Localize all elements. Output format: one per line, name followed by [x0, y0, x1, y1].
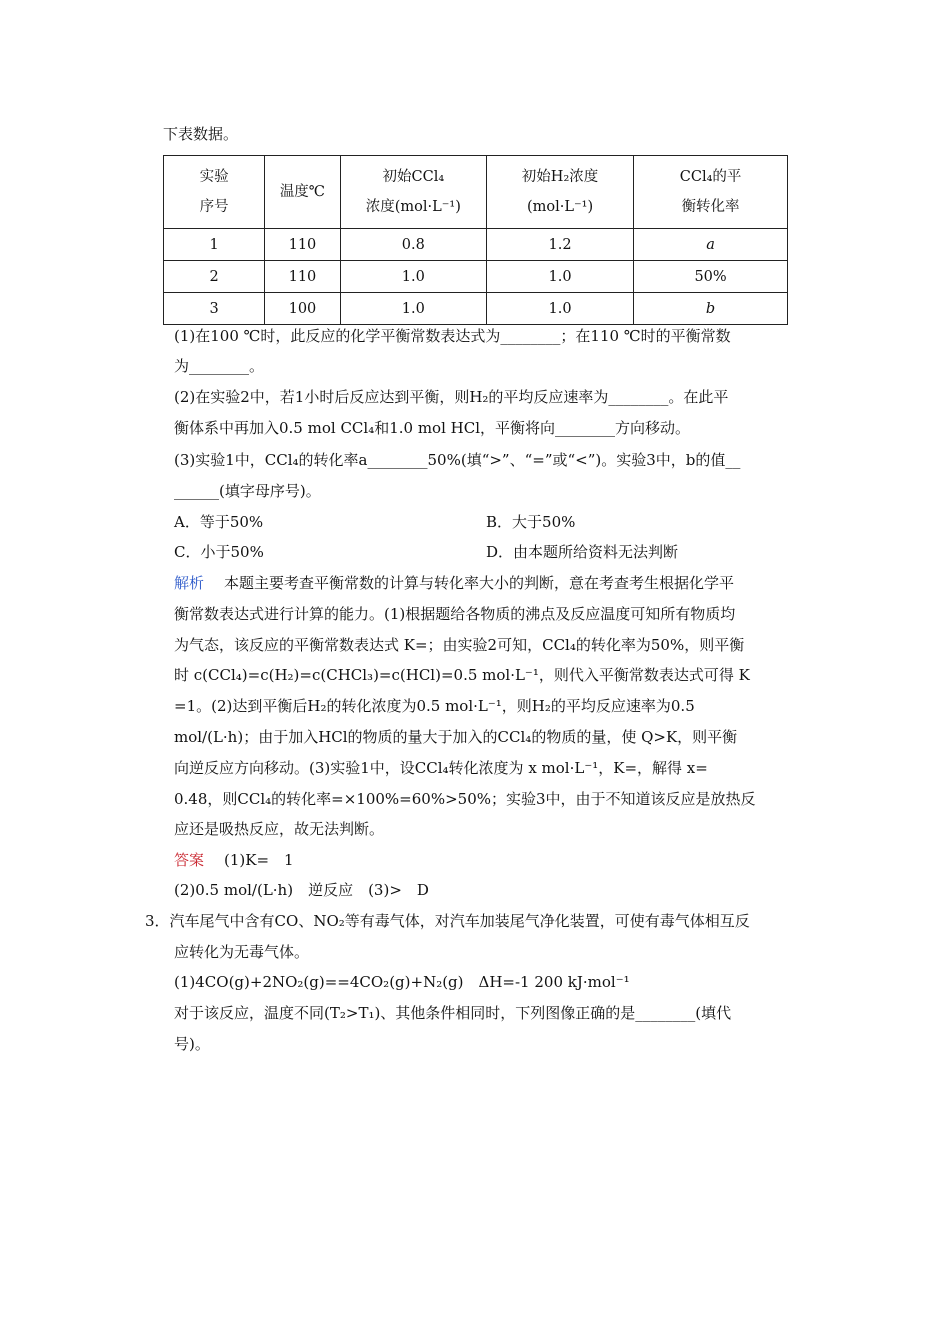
option-c: C．小于50%	[174, 543, 264, 561]
table-cell: 2	[164, 261, 265, 293]
question3-line: 对于该反应，温度不同(T₂>T₁)、其他条件相同时，下列图像正确的是________(填代	[174, 1004, 732, 1022]
header-text: 初始H₂浓度	[521, 169, 599, 185]
table-row	[164, 293, 788, 325]
data-table	[163, 155, 788, 325]
header-text: 浓度(mol·L⁻¹)	[365, 199, 461, 215]
table-cell: 100	[265, 293, 341, 325]
header-cell	[164, 156, 265, 229]
table-cell: 0.8	[340, 229, 486, 261]
question-line: (2)在实验2中，若1小时后反应达到平衡，则H₂的平均反应速率为________。在此平	[174, 388, 729, 406]
analysis-line: 向逆反应方向移动。(3)实验1中，设CCl₄转化浓度为 x mol·L⁻¹，K=，解得 x=	[174, 759, 708, 777]
option-b: B．大于50%	[486, 513, 576, 531]
question-line: (1)在100 ℃时，此反应的化学平衡常数表达式为________；在110 ℃时的平衡常数	[174, 327, 731, 345]
table-cell: 1.0	[486, 261, 633, 293]
table-cell: 110	[265, 261, 341, 293]
table-cell: 3	[164, 293, 265, 325]
option-d: D．由本题所给资料无法判断	[486, 543, 679, 561]
header-cell	[340, 156, 486, 229]
analysis-label: 解析	[174, 574, 205, 592]
question3-line: 应转化为无毒气体。	[174, 943, 310, 961]
table-cell: 50%	[634, 261, 788, 293]
header-text: 衡转化率	[681, 199, 740, 215]
question-line: ______(填字母序号)。	[174, 482, 321, 500]
analysis-line: mol/(L·h)；由于加入HCl的物质的量大于加入的CCl₄的物质的量，使 Q>K，则平衡	[174, 728, 738, 746]
header-text: 序号	[199, 199, 229, 215]
table-row	[164, 261, 788, 293]
table-row	[164, 229, 788, 261]
intro-line: 下表数据。	[163, 125, 239, 143]
table-cell: 1.0	[340, 261, 486, 293]
analysis-line: 0.48，则CCl₄的转化率=×100%=60%>50%；实验3中，由于不知道该反应是放热反	[174, 790, 756, 808]
analysis-line: 本题主要考查平衡常数的计算与转化率大小的判断，意在考查考生根据化学平	[224, 574, 735, 592]
header-text: 温度℃	[279, 184, 326, 200]
question-line: 为________。	[174, 357, 265, 375]
analysis-line: =1。(2)达到平衡后H₂的转化浓度为0.5 mol·L⁻¹，则H₂的平均反应速率为0.5	[174, 697, 695, 715]
header-text: (mol·L⁻¹)	[526, 199, 594, 215]
analysis-line: 时 c(CCl₄)=c(H₂)=c(CHCl₃)=c(HCl)=0.5 mol·L⁻¹，则代入平衡常数表达式可得 K	[174, 666, 750, 684]
table-cell: 1.0	[486, 293, 633, 325]
analysis-line: 为气态，该反应的平衡常数表达式 K=；由实验2可知，CCl₄的转化率为50%，则平衡	[174, 636, 745, 654]
answer-line: (1)K= 1	[224, 851, 294, 869]
table-cell: 1.2	[486, 229, 633, 261]
question3-line: 号)。	[174, 1035, 210, 1053]
table-cell: 110	[265, 229, 341, 261]
header-cell	[634, 156, 788, 229]
header-cell	[265, 156, 341, 229]
table-cell: a	[634, 229, 788, 261]
table-cell: b	[634, 293, 788, 325]
table-header-row	[164, 156, 788, 229]
header-text: 实验	[199, 169, 229, 185]
option-a: A．等于50%	[174, 513, 264, 531]
analysis-line: 衡常数表达式进行计算的能力。(1)根据题给各物质的沸点及反应温度可知所有物质均	[174, 605, 736, 623]
question-line: 衡体系中再加入0.5 mol CCl₄和1.0 mol HCl，平衡将向________方向移动。	[174, 419, 691, 437]
answer-line: (2)0.5 mol/(L·h) 逆反应 (3)> D	[174, 881, 429, 899]
question3-line: 3．汽车尾气中含有CO、NO₂等有毒气体，对汽车加装尾气净化装置，可使有毒气体相互反	[145, 912, 750, 930]
analysis-line: 应还是吸热反应，故无法判断。	[174, 820, 385, 838]
answer-label: 答案	[174, 851, 205, 869]
question3-line: (1)4CO(g)+2NO₂(g)==4CO₂(g)+N₂(g) ΔH=-1 200 kJ·mol⁻¹	[174, 973, 630, 991]
header-text: 初始CCl₄	[382, 169, 445, 185]
header-text: CCl₄的平	[679, 169, 742, 185]
question-line: (3)实验1中，CCl₄的转化率a________50%(填“>”、“=”或“<”)。实验3中，b的值__	[174, 451, 741, 469]
table-cell: 1	[164, 229, 265, 261]
header-cell	[486, 156, 633, 229]
table-cell: 1.0	[340, 293, 486, 325]
